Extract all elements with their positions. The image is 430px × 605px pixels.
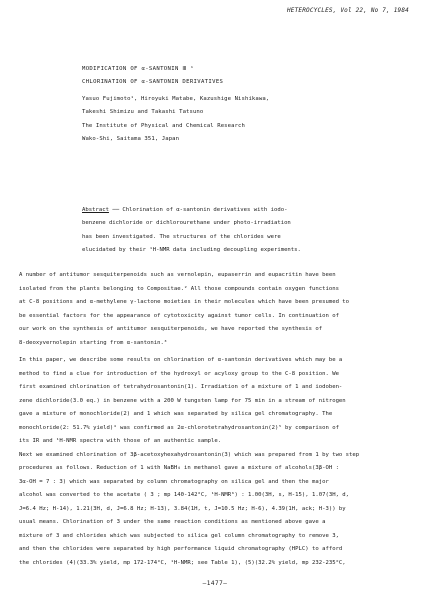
body-line: Next we examined chlorination of 3β-acetoxyhexahydrosantonin(3) which was prepared from 1 by two step: [19, 451, 360, 458]
authors-line-1: Yasuo Fujimoto¹, Hiroyuki Matabe, Kazushige Nishikawa,: [82, 96, 270, 102]
body-line: A number of antitumor sesquiterpenoids such as vernolepin, eupaserrin and eupacritin have been: [19, 272, 336, 278]
abstract-line-3: has been investigated. The structures of the chlorides were: [82, 233, 281, 240]
page-number: —1477—: [202, 580, 228, 587]
body-line: procedures as follows. Reduction of 1 with NaBH₄ in methanol gave a mixture of alcohols(3β-OH :: [19, 465, 339, 471]
article-title-line-1: MODIFICATION OF α-SANTONIN Ⅲ ¹: [82, 66, 195, 72]
body-line: alcohol was converted to the acetate ( 3 ; mp 140-142°C, ¹H-NMR⁶) : 1.00(3H, s, H-15), 1.07(3H, d,: [19, 492, 350, 498]
body-line: 8-deoxyvernolepin starting from α-santonin.³: [19, 339, 168, 346]
body-line: and then the chlorides were separated by high performance liquid chromatography (HPLC) to afford: [19, 546, 343, 552]
body-line: mixture of 3 and chlorides which was subjected to silica gel column chromatography to remove 3,: [19, 532, 339, 539]
abstract: [82, 206, 412, 259]
body-line: gave a mixture of monochloride(2) and 1 which was separated by silica gel chromatography. The: [19, 411, 333, 417]
paragraph-results: [19, 356, 415, 572]
abstract-line-4: elucidated by their ¹H-NMR data including decoupling experiments.: [82, 246, 301, 253]
body-line: first examined chlorination of tetrahydrosantonin(1). Irradiation of a mixture of 1 and iodoben-: [19, 384, 343, 390]
affiliation-line-2: Wako-Shi, Saitama 351, Japan: [82, 135, 180, 142]
body-line: zene dichloride(3.0 eq.) in benzene with a 200 W tungsten lamp for 75 min in a stream of nitrogen: [19, 397, 346, 404]
abstract-label: Abstract: [82, 207, 109, 213]
affiliation-line-1: The Institute of Physical and Chemical Research: [82, 122, 245, 129]
article-title-line-2: CHLORINATION OF α-SANTONIN DERIVATIVES: [82, 79, 224, 85]
body-line: 3α-OH = 7 : 3) which was separated by column chromatography on silica gel and then the major: [19, 478, 329, 485]
article-front-matter: [82, 65, 412, 148]
body-line: its IR and ¹H-NMR spectra with those of an authentic sample.: [19, 438, 222, 444]
body-line: be essential factors for the appearance of cytotoxicity against tumor cells. In continuation of: [19, 312, 339, 319]
abstract-line-1: [82, 206, 412, 214]
paragraph-introduction: [19, 271, 415, 352]
body-line: In this paper, we describe some results on chlorination of α-santonin derivatives which may be a: [19, 357, 343, 363]
body-line: usual means. Chlorination of 3 under the same reaction conditions as mentioned above gave a: [19, 519, 326, 525]
body-line: monochloride(2: 51.7% yield)⁴ was confirmed as 2α-chlorotetrahydrosantonin(2)⁵ by comparison of: [19, 424, 339, 431]
body-line: isolated from the plants belonging to Compositae.² All those compounds contain oxygen functions: [19, 285, 339, 292]
body-line: the chlorides (4)(33.3% yield, mp 172-174°C, ¹H-NMR; see Table 1), (5)(32.2% yield, mp 232-235°C,: [19, 559, 346, 566]
authors-line-2: Takeshi Shimizu and Takashi Tatsuno: [82, 109, 204, 116]
abstract-text-1: ── Chlorination of α-santonin derivatives with iodo-: [108, 207, 288, 213]
journal-header: HETEROCYCLES, Vol 22, No 7, 1984: [287, 7, 409, 14]
body-line: method to find a clue for introduction of the hydroxyl or acyloxy group to the C-8 position. We: [19, 370, 339, 377]
body-line: J=6.4 Hz; H-14), 1.21(3H, d, J=6.8 Hz; H-13), 3.84(1H, t, J=10.5 Hz; H-6), 4.39(1H, ack; H-3)) by: [19, 505, 346, 512]
abstract-line-2: benzene dichloride or dichlorourethane under photo-irradiation: [82, 220, 291, 227]
body-line: at C-8 positions and α-methylene γ-lactone moieties in their molecules which have been presumed to: [19, 299, 350, 305]
body-line: our work on the synthesis of antitumor sesquiterpenoids, we have reported the synthesis of: [19, 326, 323, 332]
